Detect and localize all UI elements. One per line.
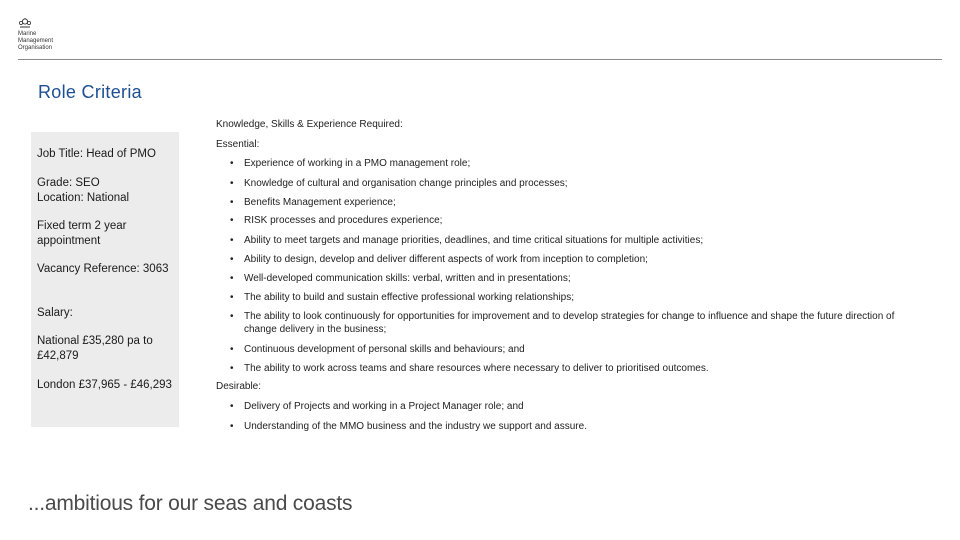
role-summary-panel <box>31 132 179 427</box>
requirements-heading: Knowledge, Skills & Experience Required: <box>216 119 403 130</box>
logo-text-line-3: Organisation <box>18 45 53 51</box>
list-item: • RISK processes and procedures experience; <box>230 215 443 226</box>
list-item: • Delivery of Projects and working in a Project Manager role; and <box>230 401 524 412</box>
mmo-logo <box>18 17 78 52</box>
contract-term: Fixed term 2 year appointment <box>37 220 127 247</box>
salary-label: Salary: <box>37 307 73 319</box>
page-title: Role Criteria <box>38 82 142 102</box>
list-item: • Knowledge of cultural and organisation change principles and processes; <box>230 178 568 189</box>
list-item: • Ability to design, develop and deliver different aspects of work from inception to completion; <box>230 254 648 265</box>
list-item: • Benefits Management experience; <box>230 197 396 208</box>
tagline: ...ambitious for our seas and coasts <box>28 492 353 515</box>
essential-label: Essential: <box>216 139 260 150</box>
list-item: • Understanding of the MMO business and the industry we support and assure. <box>230 421 587 432</box>
list-item: • Ability to meet targets and manage priorities, deadlines, and time critical situations for multiple activities; <box>230 235 704 246</box>
salary-london: London £37,965 - £46,293 <box>37 379 172 391</box>
logo-text-line-2: Management <box>18 38 54 44</box>
list-item: • The ability to look continuously for opportunities for improvement and to develop strategies for change to influence and shape the future direction of change delivery in the business; <box>230 311 895 335</box>
salary-national: National £35,280 pa to £42,879 <box>37 335 153 362</box>
list-item: • Experience of working in a PMO management role; <box>230 158 471 169</box>
vacancy-reference: Vacancy Reference: 3063 <box>37 263 169 275</box>
list-item: • Well-developed communication skills: verbal, written and in presentations; <box>230 273 571 284</box>
job-title: Job Title: Head of PMO <box>37 148 156 160</box>
list-item: • The ability to work across teams and share resources where necessary to deliver to prioritised outcomes. <box>230 363 709 374</box>
royal-crest-icon <box>18 17 32 29</box>
list-item: • Continuous development of personal skills and behaviours; and <box>230 344 525 355</box>
logo-text-line-1: Marine <box>18 31 37 37</box>
list-item: • The ability to build and sustain effective professional working relationships; <box>230 292 574 303</box>
grade-location: Grade: SEO Location: National <box>37 177 130 204</box>
desirable-label: Desirable: <box>216 381 262 392</box>
requirements-section <box>216 0 916 540</box>
